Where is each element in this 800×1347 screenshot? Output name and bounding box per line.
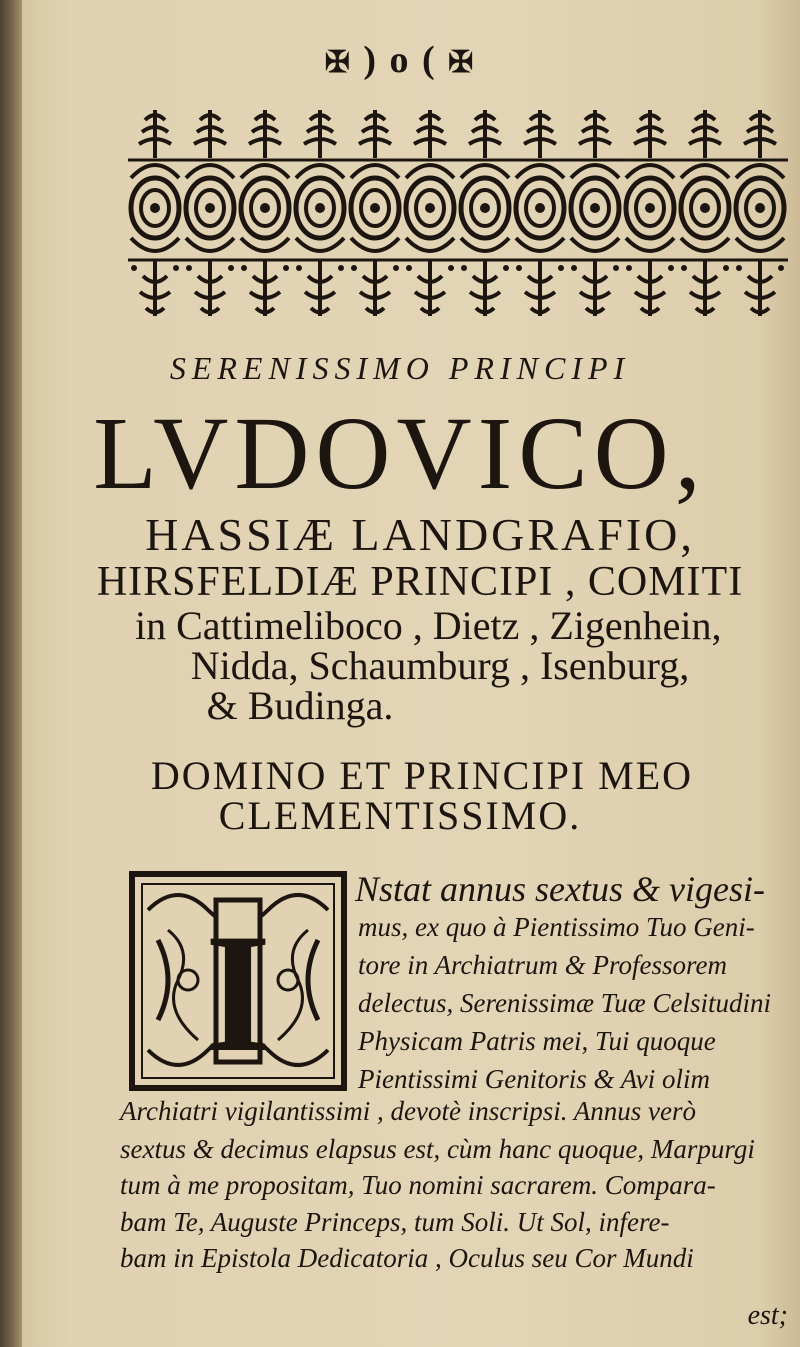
- book-binding: [0, 0, 22, 1347]
- text-line: tore in Archiatrum & Professorem: [358, 950, 727, 980]
- decorated-initial-icon: [128, 870, 348, 1092]
- title-line-counties-1: in Cattimeliboco , Dietz , Zigenhein,: [135, 603, 722, 648]
- text-line: Archiatri vigilantissimi , devotè inscripsi. Annus verò: [120, 1096, 696, 1126]
- title-line-counties-3: & Budinga.: [206, 683, 394, 728]
- title-line-landgrave: HASSIÆ LANDGRAFIO,: [145, 509, 695, 560]
- initial-letter: I: [204, 899, 272, 1087]
- text-line: tum à me propositam, Tuo nomini sacrarem. Compara-: [120, 1170, 716, 1200]
- text-line: bam in Epistola Dedicatoria , Oculus seu Cor Mundi: [120, 1243, 694, 1273]
- page-header: [0, 38, 800, 82]
- catchword: est;: [747, 1300, 788, 1331]
- title-line-counties-2: Nidda, Schaumburg , Isenburg,: [190, 643, 690, 688]
- text-line: Pientissimi Genitoris & Avi olim: [358, 1064, 711, 1094]
- text-line: Nstat annus sextus & vigesi-: [355, 869, 765, 909]
- dedicatee-name: LVDOVICO,: [93, 396, 707, 511]
- text-line: delectus, Serenissimæ Tuæ Celsitudini: [358, 988, 772, 1018]
- decorative-headpiece-icon: [128, 108, 788, 330]
- address-line-1: DOMINO ET PRINCIPI MEO: [150, 753, 694, 798]
- text-line: Physicam Patris mei, Tui quoque: [358, 1026, 716, 1056]
- page-signature: ) o (: [363, 39, 437, 81]
- text-line: bam Te, Auguste Princeps, tum Soli. Ut Sol, infere-: [120, 1207, 670, 1237]
- fleuron-left-icon: ✠: [324, 46, 352, 79]
- text-line: sextus & decimus elapsus est, cùm hanc quoque, Marpurgi: [120, 1134, 755, 1164]
- text-line: mus, ex quo à Pientissimo Tuo Geni-: [358, 912, 755, 942]
- fleuron-right-icon: ✠: [448, 46, 476, 79]
- address-line-2: CLEMENTISSIMO.: [218, 793, 582, 838]
- dedication-heading: SERENISSIMO PRINCIPI: [169, 350, 631, 386]
- title-line-principality: HIRSFELDIÆ PRINCIPI , COMITI: [96, 559, 744, 605]
